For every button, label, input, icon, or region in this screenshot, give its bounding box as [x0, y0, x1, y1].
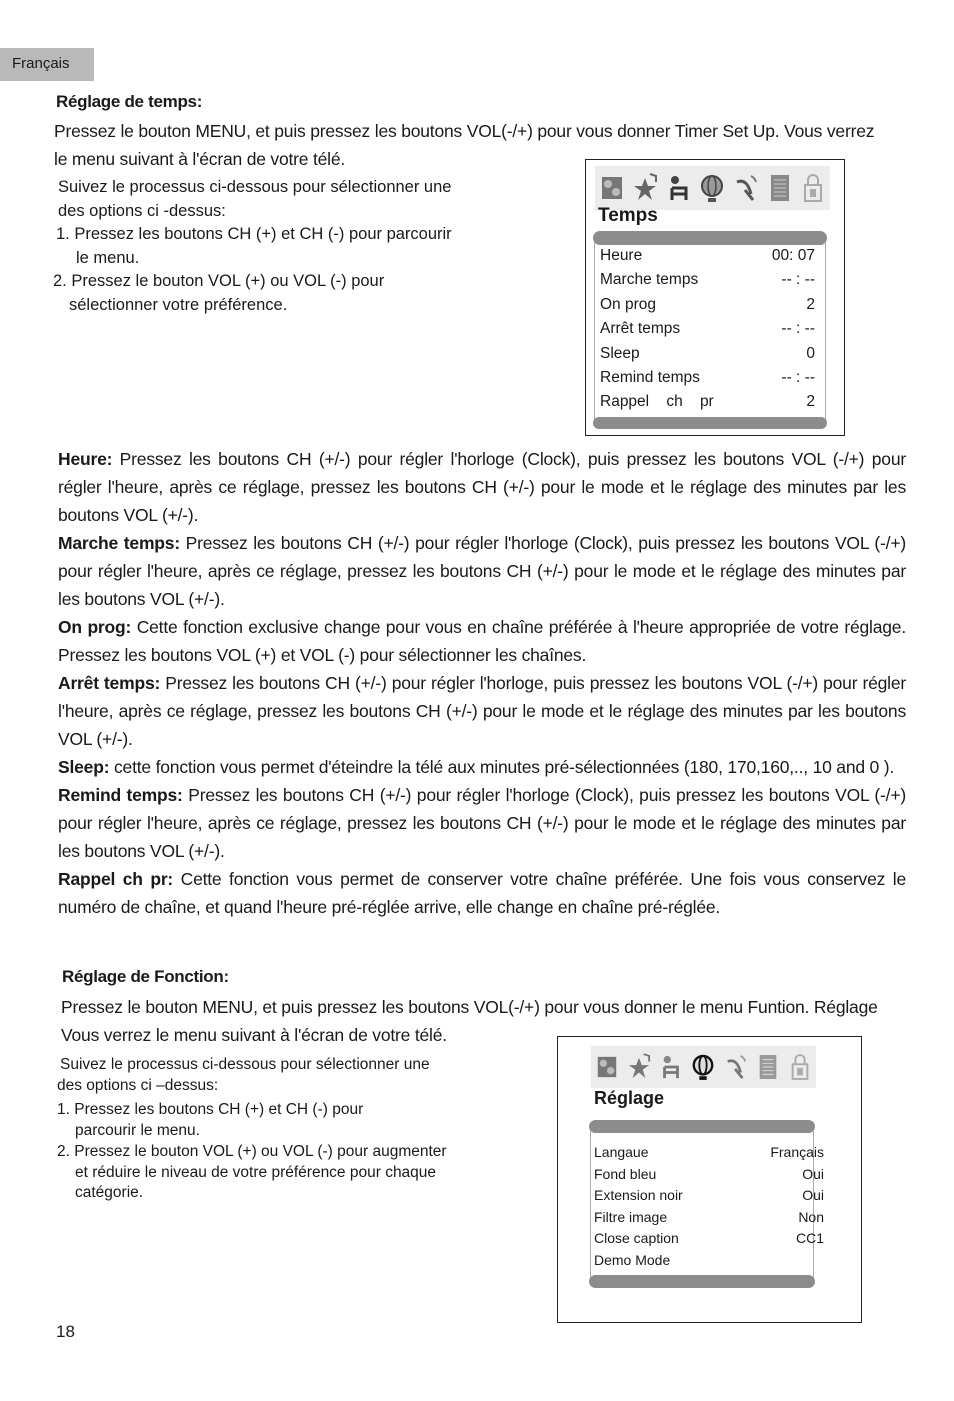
menu-row: Fond bleu Oui: [594, 1165, 824, 1182]
menu-title: Temps: [598, 205, 658, 226]
menu-bottom-bar: [589, 1275, 815, 1288]
steps-intro-line2: des options ci -dessus:: [58, 201, 226, 220]
description-sleep: Sleep: cette fonction vous permet d'éteindre la télé aux minutes pré-sélectionnées (180, 170,160,.., 10 and 0 ).: [58, 757, 895, 777]
step1-line1: 1. Pressez les boutons CH (+) et CH (-) pour: [57, 1101, 364, 1118]
sun-chair-icon: [659, 1052, 683, 1082]
menu-row: Arrêt temps -- : --: [600, 320, 815, 338]
lock-icon: [800, 172, 826, 204]
description-heure: Heure: Pressez les boutons CH (+/-) pour régler l'horloge (Clock), puis pressez les boutons VOL (-/+) pour régler l'heure, après ce réglage, pressez les boutons CH (+/-) pour le mode et le réglage des minutes par les boutons VOL (+/-).: [58, 449, 906, 525]
section1-intro-line1: Pressez le bouton MENU, et puis pressez les boutons VOL(-/+) pour vous donner Timer Set Up. Vous verrez: [54, 121, 875, 141]
section2-intro-line1: Pressez le bouton MENU, et puis pressez les boutons VOL(-/+) pour vous donner le menu Funtion. Réglage: [61, 997, 878, 1017]
description-remind-temps: Remind temps: Pressez les boutons CH (+/-) pour régler l'horloge (Clock), puis pressez les boutons VOL (-/+) pour régler l'heure, après ce réglage, pressez les boutons CH (+/-) pour le mode et le réglage des minutes par les boutons VOL (+/-).: [58, 785, 906, 861]
lock-icon: [788, 1052, 812, 1082]
description-arret-temps: Arrêt temps: Pressez les boutons CH (+/-) pour régler l'horloge, puis pressez les boutons VOL (-/+) pour régler l'heure, après ce réglage, pressez les boutons CH (+/-) pour le mode et le réglage des minutes par les boutons VOL (+/-).: [58, 673, 907, 749]
menu-bottom-bar: [593, 417, 827, 429]
menu-row: Demo Mode: [594, 1251, 671, 1268]
menu-row: Filtre image Non: [594, 1208, 824, 1225]
satellite-dish-icon: [724, 1052, 748, 1082]
section2-intro-line2: Vous verrez le menu suivant à l'écran de votre télé.: [61, 1025, 447, 1045]
description-marche-temps: Marche temps: Pressez les boutons CH (+/-) pour régler l'horloge (Clock), puis pressez les boutons VOL (-/+) pour régler l'heure, après ce réglage, pressez les boutons CH (+/-) pour le mode et le réglage des minutes par les boutons VOL (+/-).: [58, 533, 906, 609]
descriptions: [58, 445, 906, 921]
function-menu-rows: [590, 1130, 824, 1282]
picture-icon: [595, 1052, 619, 1082]
section-title-function: Réglage de Fonction:: [62, 967, 229, 986]
steps-intro-line1: Suivez le processus ci-dessous pour sélectionner une: [58, 178, 452, 196]
globe-icon: [691, 1052, 715, 1082]
menu-row: Close caption CC1: [594, 1230, 824, 1247]
star-sound-icon: [632, 172, 658, 204]
step2-line3: catégorie.: [75, 1184, 144, 1201]
steps-intro-line1: Suivez le processus ci-dessous pour sélectionner une: [60, 1056, 430, 1073]
satellite-dish-icon: [733, 172, 759, 204]
menu-row: Rappel ch pr 2: [600, 393, 815, 411]
picture-icon: [599, 172, 625, 204]
language-tab: Français: [0, 48, 94, 81]
description-rappel: Rappel ch pr: Cette fonction vous permet de conserver votre chaîne préférée. Une fois vous conservez le numéro de chaîne, et quand l'heure pré-réglée arrive, elle change en chaîne pré-réglée.: [58, 869, 906, 917]
step2-line1: 2. Pressez le bouton VOL (+) ou VOL (-) pour augmenter: [57, 1143, 447, 1160]
step1-line2: parcourir le menu.: [75, 1121, 200, 1139]
section-title-timer: Réglage de temps:: [56, 92, 203, 111]
step2-line2: sélectionner votre préférence.: [69, 295, 288, 314]
timer-menu-rows: [594, 242, 826, 420]
menu-row: Sleep 0: [600, 344, 815, 362]
step2-line2: et réduire le niveau de votre préférence pour chaque: [75, 1163, 437, 1181]
sun-chair-icon: [666, 172, 692, 204]
step1-line2: le menu.: [76, 248, 140, 267]
menu-row: Extension noir Oui: [594, 1187, 824, 1204]
timer-menu-screen: [585, 159, 845, 436]
section2-steps: [57, 1055, 517, 1204]
menu-icon-bar: [595, 166, 830, 210]
menu-row: On prog 2: [600, 295, 815, 313]
page-number: 18: [56, 1322, 75, 1341]
description-on-prog: On prog: Cette fonction exclusive change pour vous en chaîne préférée à l'heure appropriée de votre réglage. Pressez les boutons VOL (+) et VOL (-) pour sélectionner les chaînes.: [58, 617, 906, 665]
section1-intro-line2: le menu suivant à l'écran de votre télé.: [54, 149, 346, 169]
menu-title: Réglage: [594, 1088, 665, 1108]
function-menu-screen: [557, 1036, 862, 1323]
step2-line1: 2. Pressez le bouton VOL (+) ou VOL (-) pour: [53, 272, 385, 290]
document-icon: [767, 172, 793, 204]
menu-row: Heure 00: 07: [600, 247, 815, 264]
steps-intro-line2: des options ci –dessus:: [57, 1076, 219, 1094]
star-sound-icon: [627, 1052, 651, 1082]
menu-icon-bar: [591, 1046, 816, 1088]
menu-row: Remind temps -- : --: [600, 369, 815, 387]
menu-row: Marche temps -- : --: [600, 271, 815, 289]
step1-line1: 1. Pressez les boutons CH (+) et CH (-) pour parcourir: [56, 225, 452, 243]
document-icon: [756, 1052, 780, 1082]
globe-icon: [699, 172, 725, 204]
menu-row: Langaue Français: [594, 1144, 824, 1160]
section1-steps: [53, 176, 496, 317]
